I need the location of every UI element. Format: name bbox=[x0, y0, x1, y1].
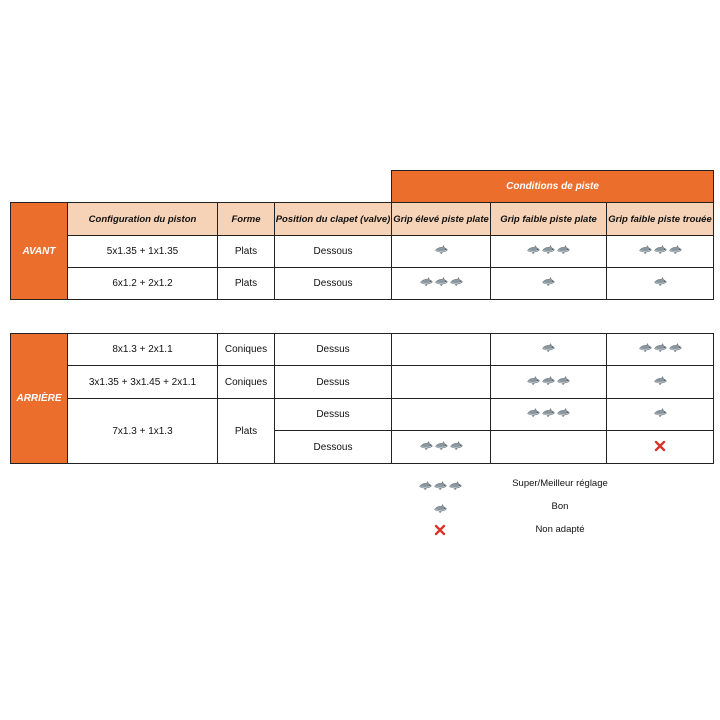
rating-cell bbox=[607, 268, 714, 300]
rating-icons bbox=[527, 245, 570, 255]
shark-icon bbox=[449, 478, 462, 488]
rating-cell bbox=[491, 366, 607, 399]
rating-icons bbox=[434, 501, 447, 511]
rating-icons bbox=[542, 343, 555, 353]
rating-icons bbox=[654, 408, 667, 418]
rating-cell bbox=[392, 366, 491, 399]
rating-cell bbox=[491, 236, 607, 268]
rating-cell bbox=[491, 399, 607, 431]
cross-icon bbox=[434, 523, 446, 535]
shark-icon bbox=[435, 277, 448, 287]
shark-icon bbox=[654, 376, 667, 386]
shark-icon bbox=[654, 245, 667, 255]
legend-icon bbox=[405, 501, 475, 511]
col-header-grip-faible-trouee: Grip faible piste trouée bbox=[607, 203, 714, 236]
rating-icons bbox=[639, 245, 682, 255]
shark-icon bbox=[434, 478, 447, 488]
shark-icon bbox=[669, 343, 682, 353]
col-header-grip-faible-plate: Grip faible piste plate bbox=[491, 203, 607, 236]
rating-icons bbox=[435, 245, 448, 255]
shark-icon bbox=[654, 343, 667, 353]
col-header-forme: Forme bbox=[218, 203, 275, 236]
forme-cell: Plats bbox=[218, 236, 275, 268]
shark-icon bbox=[420, 441, 433, 451]
shark-icon bbox=[527, 245, 540, 255]
shark-icon bbox=[557, 376, 570, 386]
shark-icon bbox=[557, 245, 570, 255]
rating-icons bbox=[654, 376, 667, 386]
rating-icons bbox=[419, 478, 462, 488]
rating-icons bbox=[639, 343, 682, 353]
rating-cell bbox=[392, 334, 491, 366]
shark-icon bbox=[654, 277, 667, 287]
avant-label: AVANT bbox=[11, 203, 68, 300]
legend-icon bbox=[405, 478, 475, 488]
cross-icon bbox=[654, 440, 666, 452]
config-cell: 5x1.35 + 1x1.35 bbox=[68, 236, 218, 268]
rating-cell bbox=[491, 334, 607, 366]
rating-cell bbox=[607, 334, 714, 366]
config-cell: 8x1.3 + 2x1.1 bbox=[68, 334, 218, 366]
rating-icons bbox=[420, 277, 463, 287]
shark-icon bbox=[527, 376, 540, 386]
position-cell: Dessous bbox=[275, 431, 392, 464]
config-cell: 7x1.3 + 1x1.3 bbox=[68, 399, 218, 464]
legend-row-non bbox=[405, 519, 645, 539]
shark-icon bbox=[450, 277, 463, 287]
forme-cell: Plats bbox=[218, 268, 275, 300]
shark-icon bbox=[435, 441, 448, 451]
shark-icon bbox=[542, 245, 555, 255]
forme-cell: Coniques bbox=[218, 366, 275, 399]
rating-cell bbox=[392, 431, 491, 464]
rating-icons bbox=[654, 277, 667, 287]
rating-cell bbox=[392, 399, 491, 431]
shark-icon bbox=[527, 408, 540, 418]
table-row bbox=[11, 334, 714, 366]
rating-cell bbox=[491, 431, 607, 464]
legend-row-super bbox=[405, 473, 645, 493]
col-header-config: Configuration du piston bbox=[68, 203, 218, 236]
shark-icon bbox=[669, 245, 682, 255]
shark-icon bbox=[639, 343, 652, 353]
shark-icon bbox=[542, 408, 555, 418]
table-row bbox=[11, 399, 714, 431]
shark-icon bbox=[450, 441, 463, 451]
rating-icons bbox=[542, 277, 555, 287]
shark-icon bbox=[434, 501, 447, 511]
table-row bbox=[11, 268, 714, 300]
rating-icons bbox=[527, 408, 570, 418]
col-header-position: Position du clapet (valve) bbox=[275, 203, 392, 236]
table-arriere bbox=[10, 333, 714, 464]
shark-icon bbox=[542, 343, 555, 353]
col-header-grip-eleve: Grip élevé piste plate bbox=[392, 203, 491, 236]
position-cell: Dessus bbox=[275, 399, 392, 431]
shark-icon bbox=[557, 408, 570, 418]
shark-icon bbox=[542, 376, 555, 386]
legend-label-bon: Bon bbox=[551, 500, 569, 512]
legend-row-bon bbox=[405, 496, 645, 516]
blank-cell bbox=[11, 171, 392, 203]
position-cell: Dessus bbox=[275, 366, 392, 399]
rating-cell bbox=[607, 399, 714, 431]
legend-icon bbox=[405, 523, 475, 535]
shark-icon bbox=[435, 245, 448, 255]
legend-label-non: Non adapté bbox=[535, 523, 585, 535]
arriere-label: ARRIÈRE bbox=[11, 334, 68, 464]
conditions-header: Conditions de piste bbox=[392, 171, 714, 203]
position-cell: Dessus bbox=[275, 334, 392, 366]
position-cell: Dessous bbox=[275, 236, 392, 268]
config-cell: 6x1.2 + 2x1.2 bbox=[68, 268, 218, 300]
shark-icon bbox=[639, 245, 652, 255]
config-cell: 3x1.35 + 3x1.45 + 2x1.1 bbox=[68, 366, 218, 399]
table-row bbox=[11, 366, 714, 399]
shark-icon bbox=[419, 478, 432, 488]
rating-cell bbox=[607, 236, 714, 268]
rating-cell bbox=[607, 431, 714, 464]
shark-icon bbox=[420, 277, 433, 287]
legend-label-super: Super/Meilleur réglage bbox=[512, 477, 608, 489]
shark-icon bbox=[542, 277, 555, 287]
rating-cell bbox=[607, 366, 714, 399]
forme-cell: Coniques bbox=[218, 334, 275, 366]
rating-icons bbox=[527, 376, 570, 386]
rating-cell bbox=[491, 268, 607, 300]
forme-cell: Plats bbox=[218, 399, 275, 464]
rating-cell bbox=[392, 236, 491, 268]
position-cell: Dessous bbox=[275, 268, 392, 300]
shark-icon bbox=[654, 408, 667, 418]
rating-icons bbox=[420, 441, 463, 451]
table-avant bbox=[10, 170, 714, 300]
rating-cell bbox=[392, 268, 491, 300]
table-row bbox=[11, 236, 714, 268]
